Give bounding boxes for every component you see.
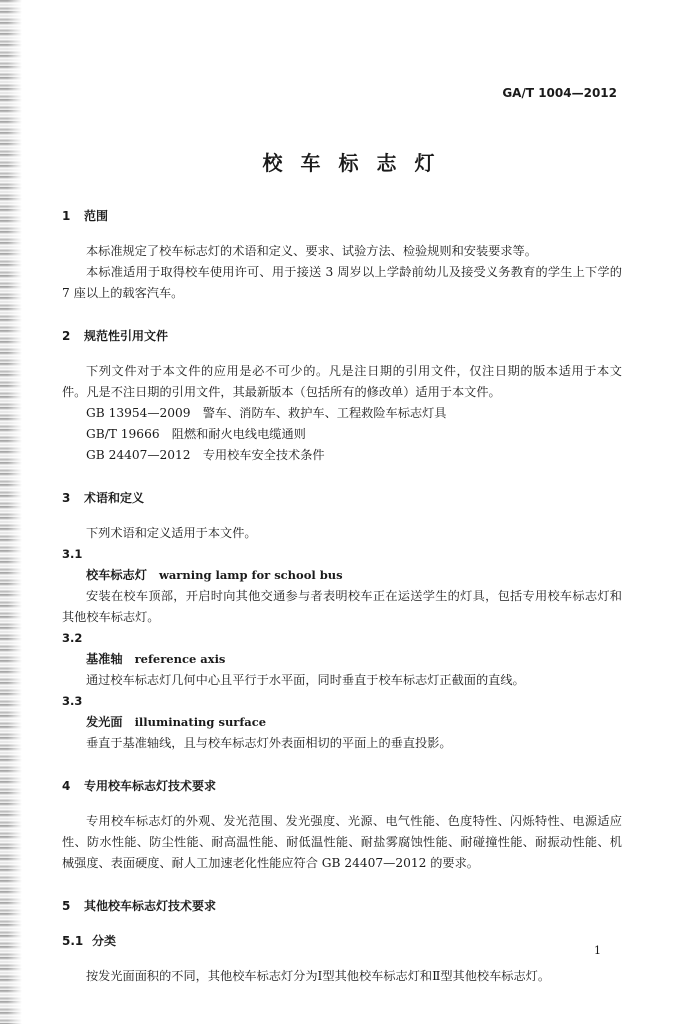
term-number: 3.1 <box>62 547 83 561</box>
page-number: 1 <box>594 944 601 957</box>
term-zh: 校车标志灯 <box>86 568 147 582</box>
term-zh: 基准轴 <box>86 652 123 666</box>
paragraph: 下列术语和定义适用于本文件。 <box>86 526 257 540</box>
section-number: 5 <box>62 899 71 913</box>
subsection-5-1-heading <box>62 931 622 952</box>
section-4-heading <box>62 776 622 797</box>
term-heading <box>62 712 622 733</box>
paragraph: 下列文件对于本文件的应用是必不可少的。凡是注日期的引用文件，仅注日期的版本适用于本文件。凡是不注日期的引用文件，其最新版本（包括所有的修改单）适用于本文件。 <box>62 364 622 399</box>
section-5-heading <box>62 896 622 917</box>
normative-reference: GB 24407—2012 专用校车安全技术条件 <box>86 448 325 462</box>
paragraph: 本标准适用于取得校车使用许可、用于接送 3 周岁以上学龄前幼儿及接受义务教育的学生上下学的 7 座以上的载客汽车。 <box>62 265 622 300</box>
section-title: 专用校车标志灯技术要求 <box>84 779 217 793</box>
section-1-heading <box>62 206 622 227</box>
section-number: 3 <box>62 491 71 505</box>
subsection-title: 分类 <box>92 934 117 948</box>
paragraph: 本标准规定了校车标志灯的术语和定义、要求、试验方法、检验规则和安装要求等。 <box>86 244 537 258</box>
term-number: 3.2 <box>62 631 83 645</box>
term-en: warning lamp for school bus <box>158 568 343 582</box>
section-number: 4 <box>62 779 71 793</box>
term-number: 3.3 <box>62 694 83 708</box>
section-number: 2 <box>62 329 71 343</box>
term-definition: 垂直于基准轴线，且与校车标志灯外表面相切的平面上的垂直投影。 <box>86 736 452 750</box>
document-body <box>62 206 622 987</box>
term-en: illuminating surface <box>134 715 267 729</box>
section-title: 其他校车标志灯技术要求 <box>84 899 217 913</box>
standard-code: GA/T 1004—2012 <box>502 86 617 100</box>
section-2-heading <box>62 326 622 347</box>
section-3-heading <box>62 488 622 509</box>
term-definition: 安装在校车顶部，开启时向其他交通参与者表明校车正在运送学生的灯具，包括专用校车标志灯和其他校车标志灯。 <box>62 589 622 624</box>
section-title: 术语和定义 <box>84 491 145 505</box>
term-heading <box>62 565 622 586</box>
term-heading <box>62 649 622 670</box>
document-title: 校车标志灯 <box>262 151 453 175</box>
normative-reference: GB 13954—2009 警车、消防车、救护车、工程救险车标志灯具 <box>86 406 447 420</box>
paragraph: 专用校车标志灯的外观、发光范围、发光强度、光源、电气性能、色度特性、闪烁特性、电源适应性、防水性能、防尘性能、耐高温性能、耐低温性能、耐盐雾腐蚀性能、耐碰撞性能、耐振动性能、机械强度、表面硬度、耐人工加速老化性能应符合 GB 24407—2012 的要求。 <box>62 814 622 870</box>
term-en: reference axis <box>134 652 226 666</box>
normative-reference: GB/T 19666 阻燃和耐火电线电缆通则 <box>86 427 306 441</box>
section-number: 1 <box>62 209 71 223</box>
subsection-number: 5.1 <box>62 934 84 948</box>
term-definition: 通过校车标志灯几何中心且平行于水平面，同时垂直于校车标志灯正截面的直线。 <box>86 673 525 687</box>
term-zh: 发光面 <box>86 715 123 729</box>
section-title: 规范性引用文件 <box>84 329 169 343</box>
section-title: 范围 <box>84 209 109 223</box>
paragraph: 按发光面面积的不同，其他校车标志灯分为Ⅰ型其他校车标志灯和Ⅱ型其他校车标志灯。 <box>86 969 551 983</box>
